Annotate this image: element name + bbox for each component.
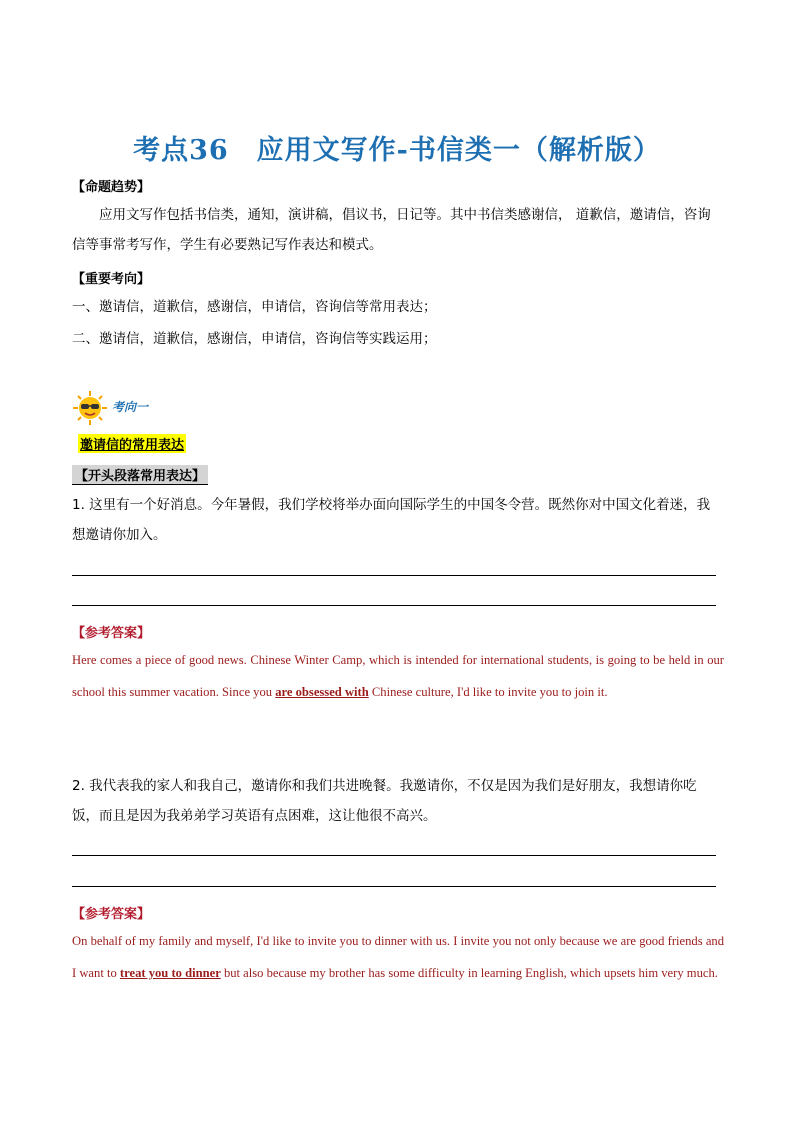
answer-1-key-phrase: are obsessed with bbox=[275, 684, 369, 699]
trend-label: 【命题趋势】 bbox=[72, 180, 151, 195]
section-heading: 邀请信的常用表达 bbox=[78, 434, 186, 453]
answer-2-key-phrase: treat you to dinner bbox=[119, 965, 221, 980]
answer-line[interactable] bbox=[72, 855, 716, 856]
direction-label: 【重要考向】 bbox=[72, 272, 151, 287]
answer-line[interactable] bbox=[72, 886, 716, 887]
answer-1-text: Here comes a piece of good news. Chinese Winter Camp, which is intended for international students, is going to be held in our school this summer vacation. Since you are obsessed with Chinese culture, I'd like to invite you to join it. bbox=[72, 653, 724, 699]
answer-line[interactable] bbox=[72, 605, 716, 606]
answer-1-label: 【参考答案】 bbox=[72, 626, 151, 641]
trend-text: 应用文写作包括书信类，通知，演讲稿，倡议书，日记等。其中书信类感谢信， 道歉信，邀请信，咨询信等事常考写作，学生有必要熟记写作表达和模式。 bbox=[72, 207, 711, 253]
direction-item-2: 二、邀请信，道歉信，感谢信，申请信，咨询信等实践运用； bbox=[72, 331, 437, 347]
section-subheading: 【开头段落常用表达】 bbox=[72, 465, 208, 485]
question-2-text: 2. 我代表我的家人和我自己，邀请你和我们共进晚餐。我邀请你，不仅是因为我们是好朋友，我想请你吃饭，而且是因为我弟弟学习英语有点困难，这让他很不高兴。 bbox=[72, 778, 697, 824]
answer-line[interactable] bbox=[72, 575, 716, 576]
question-1-text: 1. 这里有一个好消息。今年暑假，我们学校将举办面向国际学生的中国冬令营。既然你对中国文化着迷，我想邀请你加入。 bbox=[72, 497, 711, 543]
answer-2-text: On behalf of my family and myself, I'd like to invite you to dinner with us. I invite you not only because we are good friends and I want to treat you to dinner but also because my brother has some difficulty in learning English, which upsets him very much. bbox=[72, 934, 724, 980]
page-title: 考点36 应用文写作-书信类一（解析版） bbox=[133, 135, 661, 166]
section-badge: 考向一 bbox=[112, 400, 149, 414]
answer-2-label: 【参考答案】 bbox=[72, 907, 151, 922]
direction-item-1: 一、邀请信，道歉信，感谢信，申请信，咨询信等常用表达； bbox=[72, 299, 437, 315]
sun-with-sunglasses-icon bbox=[72, 390, 108, 426]
